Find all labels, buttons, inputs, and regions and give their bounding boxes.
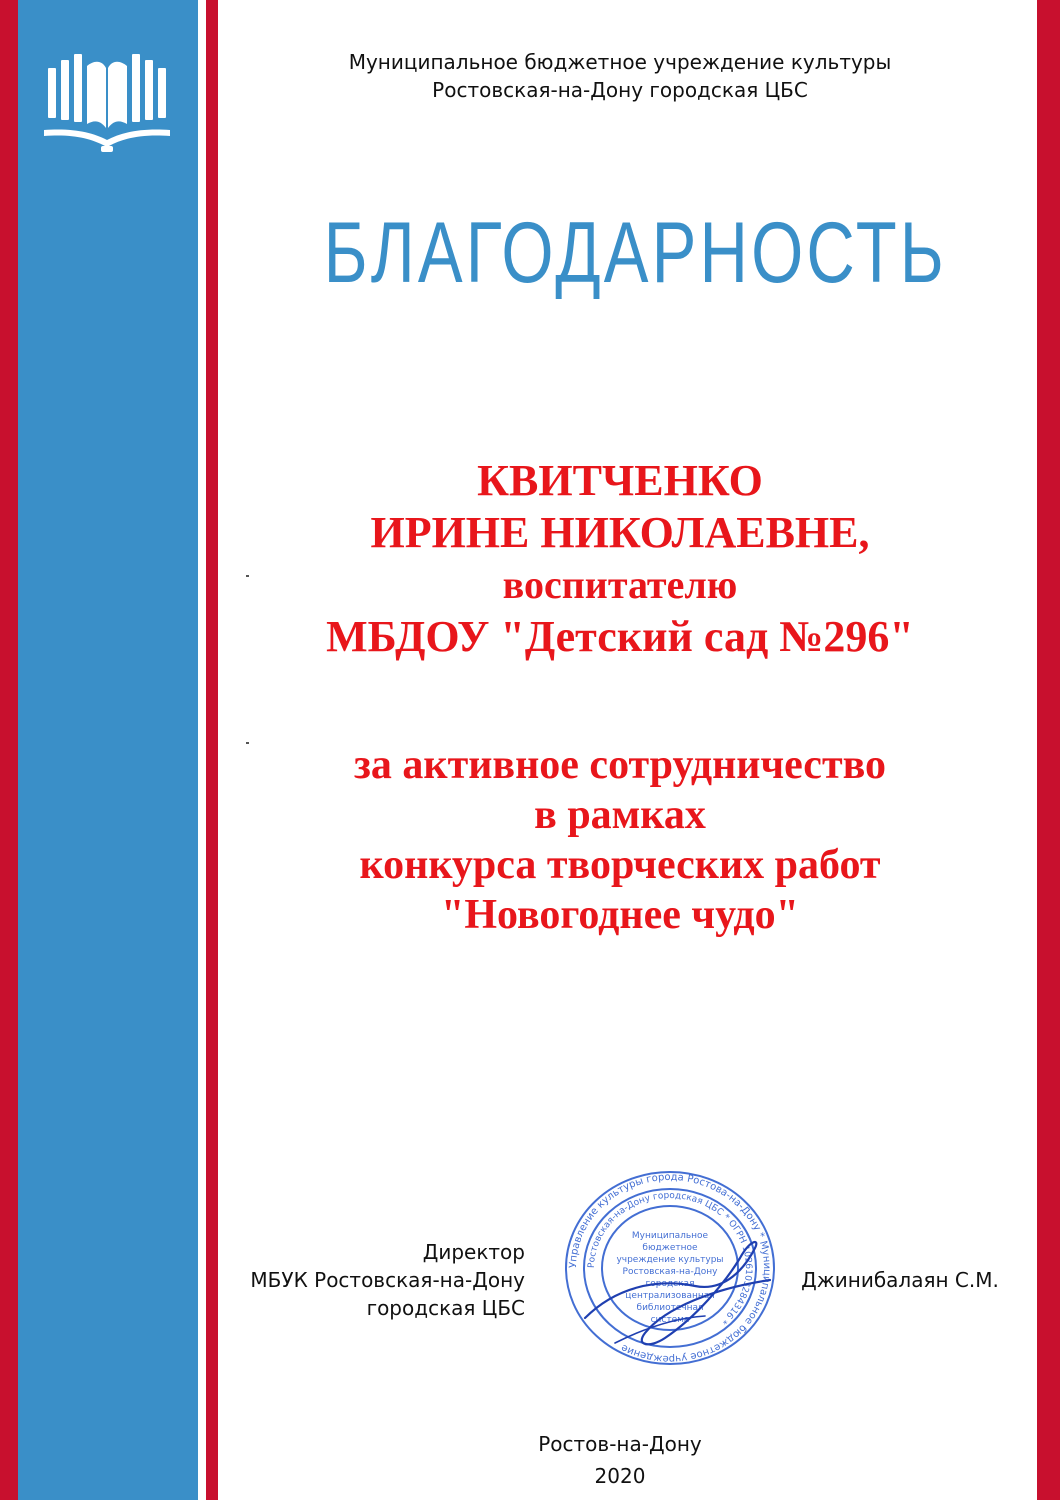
reason-block — [240, 740, 1000, 940]
recipient-block — [240, 455, 1000, 663]
open-book-icon — [42, 48, 172, 156]
signer-position-line-1: Директор — [422, 1240, 525, 1264]
institution-line-1: Муниципальное бюджетное учреждение культуры — [348, 50, 892, 74]
signer-position — [225, 1238, 525, 1322]
institution-line-2: Ростовская-на-Дону городская ЦБС — [432, 78, 808, 102]
footer-city: Ростов-на-Дону — [538, 1432, 702, 1456]
institution-header — [240, 48, 1000, 104]
recipient-role: воспитателю — [502, 562, 738, 607]
svg-text:бюджетное: бюджетное — [642, 1243, 698, 1253]
reason-line-4: "Новогоднее чудо" — [441, 892, 799, 938]
svg-text:библиотечная: библиотечная — [636, 1303, 704, 1313]
reason-line-3: конкурса творческих работ — [359, 842, 881, 888]
svg-text:Муниципальное: Муниципальное — [631, 1231, 709, 1241]
signer-name: Джинибалаян С.М. — [801, 1268, 999, 1292]
print-speck — [246, 742, 249, 744]
svg-text:система: система — [650, 1315, 690, 1325]
recipient-name: ИРИНЕ НИКОЛАЕВНЕ, — [370, 508, 870, 557]
left-blue-band — [18, 0, 198, 1500]
svg-text:централизованная: централизованная — [625, 1291, 715, 1301]
recipient-surname: КВИТЧЕНКО — [477, 456, 763, 505]
svg-text:Ростовская-на-Дону городская Ц: Ростовская-на-Дону городская ЦБС * ОГРН 1026103284316 * — [586, 1190, 754, 1326]
signer-position-line-2: МБУК Ростовская-на-Дону — [250, 1268, 525, 1292]
right-red-border — [1037, 0, 1060, 1500]
official-stamp — [555, 1168, 785, 1368]
print-speck — [246, 575, 249, 577]
svg-text:Управление культуры города Рос: Управление культуры города Ростова-на-Дону * Муниципальное бюджетное учреждение — [567, 1171, 773, 1365]
reason-line-2: в рамках — [534, 792, 706, 838]
band-white-gap — [198, 0, 206, 1500]
signer-position-line-3: городская ЦБС — [366, 1296, 525, 1320]
reason-line-1: за активное сотрудничество — [354, 742, 886, 788]
svg-text:Ростовская-на-Дону: Ростовская-на-Дону — [622, 1267, 718, 1277]
left-red-border — [0, 0, 18, 1500]
recipient-organization: МБДОУ "Детский сад №296" — [326, 612, 914, 661]
certificate-title: БЛАГОДАРНОСТЬ — [323, 205, 947, 301]
footer — [430, 1428, 810, 1492]
left-red-stripe — [206, 0, 218, 1500]
svg-text:городская: городская — [645, 1279, 695, 1289]
svg-text:учреждение культуры: учреждение культуры — [616, 1255, 724, 1265]
footer-year: 2020 — [594, 1464, 646, 1488]
